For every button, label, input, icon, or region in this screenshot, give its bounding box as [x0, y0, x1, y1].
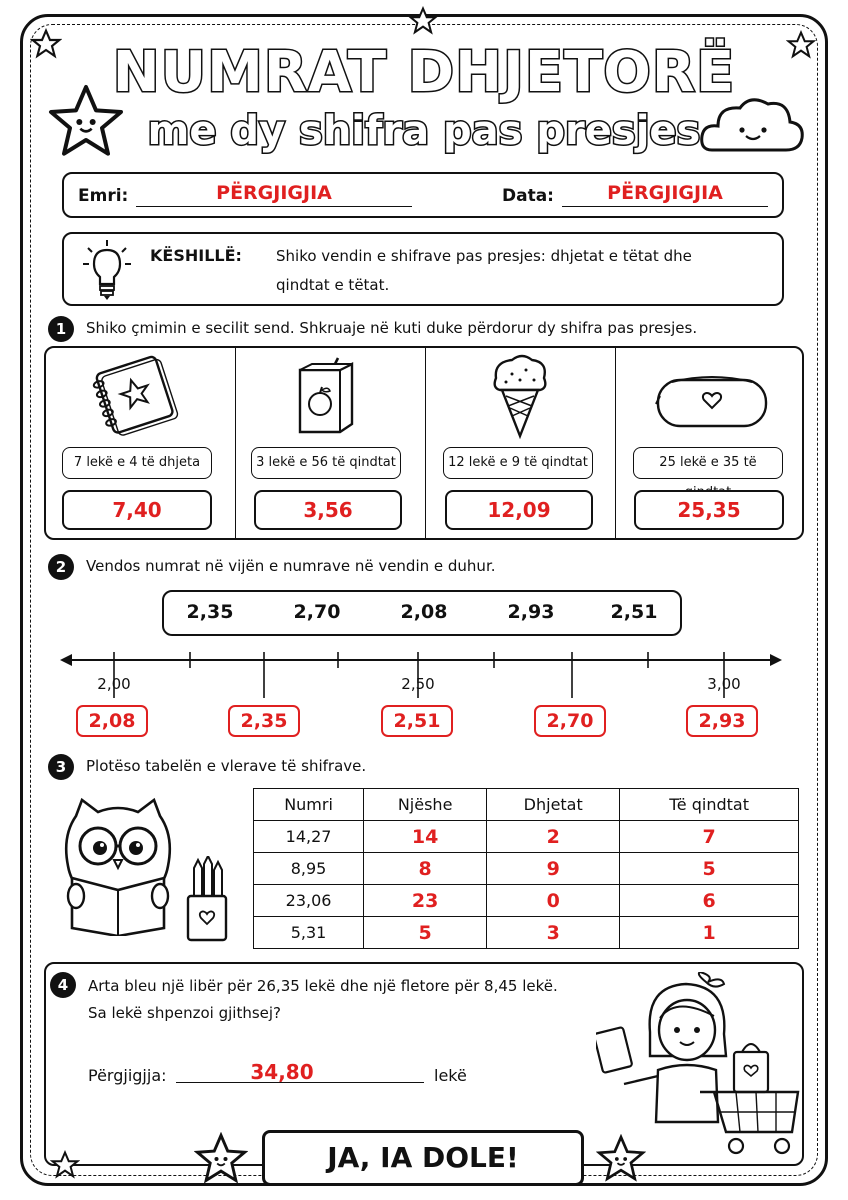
- column-header: Të qindtat: [620, 789, 799, 821]
- q1-instruction: Shiko çmimin e secilit send. Shkruaje në kuti duke përdorur dy shifra pas presjes.: [86, 319, 698, 337]
- juice-box-icon: [292, 356, 362, 436]
- bank-number: 2,08: [400, 601, 448, 623]
- table-row: [254, 821, 799, 853]
- table-cell-number: 23,06: [254, 885, 364, 917]
- table-cell-number: 14,27: [254, 821, 364, 853]
- page-subtitle: me dy shifra pas presjes: [147, 108, 701, 154]
- number-line-label: 2,00: [97, 675, 131, 693]
- answer-box-2[interactable]: 3,56: [254, 490, 402, 530]
- table-cell-answer[interactable]: 7: [620, 821, 799, 853]
- table-row: [254, 853, 799, 885]
- divider: [615, 348, 616, 538]
- price-text-4: 25 lekë e 35 të: [633, 447, 783, 479]
- answer-label: Përgjigjja:: [88, 1066, 167, 1085]
- table-cell-answer[interactable]: 8: [364, 853, 487, 885]
- pencil-cup-icon: [184, 856, 230, 942]
- number-line-answer[interactable]: 2,93: [686, 705, 758, 737]
- owl-reading-icon: [58, 796, 178, 936]
- answer-unit: lekë: [434, 1066, 467, 1085]
- star-icon: [408, 6, 438, 36]
- name-date-box: [62, 172, 784, 218]
- bank-number: 2,51: [610, 601, 658, 623]
- table-header-row: [254, 789, 799, 821]
- table-cell-answer[interactable]: 9: [487, 853, 620, 885]
- table-row: [254, 917, 799, 949]
- name-value[interactable]: PËRGJIGJIA: [216, 182, 332, 204]
- q2-instruction: Vendos numrat në vijën e numrave në vendin e duhur.: [86, 557, 496, 575]
- answer-value[interactable]: 34,80: [250, 1060, 314, 1084]
- answer-box-1[interactable]: 7,40: [62, 490, 212, 530]
- column-header: Dhjetat: [487, 789, 620, 821]
- number-line-label: 3,00: [707, 675, 741, 693]
- table-cell-answer[interactable]: 5: [364, 917, 487, 949]
- bank-number: 2,70: [293, 601, 341, 623]
- question-number-1: 1: [48, 316, 74, 342]
- smiling-star-icon: [194, 1132, 248, 1186]
- place-value-table: [253, 788, 799, 949]
- table-cell-answer[interactable]: 1: [620, 917, 799, 949]
- tip-text-line1: Shiko vendin e shifrave pas presjes: dhjetat e tëtat dhe: [276, 247, 692, 265]
- table-cell-answer[interactable]: 3: [487, 917, 620, 949]
- tip-text-line2: qindtat e tëtat.: [276, 276, 390, 294]
- q4-line1: Arta bleu një libër për 26,35 lekë dhe një fletore për 8,45 lekë.: [88, 977, 558, 995]
- table-cell-answer[interactable]: 2: [487, 821, 620, 853]
- price-text-2: 3 lekë e 56 të qindtat: [251, 447, 401, 479]
- number-line-answer[interactable]: 2,51: [381, 705, 453, 737]
- table-cell-answer[interactable]: 14: [364, 821, 487, 853]
- name-label: Emri:: [78, 186, 129, 206]
- star-icon: [50, 1150, 80, 1180]
- page-title: NUMRAT DHJETORË: [112, 40, 736, 105]
- question-number-3: 3: [48, 754, 74, 780]
- divider: [425, 348, 426, 538]
- ice-cream-icon: [490, 354, 550, 440]
- divider: [235, 348, 236, 538]
- column-header: Numri: [254, 789, 364, 821]
- q4-line2: Sa lekë shpenzoi gjithsej?: [88, 1004, 282, 1022]
- tip-label: KËSHILLË:: [150, 246, 242, 265]
- q3-instruction: Plotëso tabelën e vlerave të shifrave.: [86, 757, 367, 775]
- pencil-case-icon: [652, 366, 772, 432]
- answer-box-4[interactable]: 25,35: [634, 490, 784, 530]
- bank-number: 2,93: [507, 601, 555, 623]
- column-header: Njëshe: [364, 789, 487, 821]
- price-text-3: 12 lekë e 9 të qindtat: [443, 447, 593, 479]
- date-line: [562, 206, 768, 207]
- date-label: Data:: [502, 186, 554, 206]
- lightbulb-icon: [80, 238, 134, 302]
- number-line-answer[interactable]: 2,70: [534, 705, 606, 737]
- table-cell-answer[interactable]: 0: [487, 885, 620, 917]
- table-cell-answer[interactable]: 23: [364, 885, 487, 917]
- table-cell-answer[interactable]: 5: [620, 853, 799, 885]
- tip-box: [62, 232, 784, 306]
- name-line: [136, 206, 412, 207]
- question-number-4: 4: [50, 972, 76, 998]
- question-number-2: 2: [48, 554, 74, 580]
- answer-box-3[interactable]: 12,09: [445, 490, 593, 530]
- table-row: [254, 885, 799, 917]
- table-cell-answer[interactable]: 6: [620, 885, 799, 917]
- table-cell-number: 8,95: [254, 853, 364, 885]
- number-line-answer[interactable]: 2,35: [228, 705, 300, 737]
- number-line-answer[interactable]: 2,08: [76, 705, 148, 737]
- number-line-label: 2,50: [401, 675, 435, 693]
- smiling-star-icon: [596, 1134, 646, 1184]
- notebook-icon: [86, 354, 182, 438]
- success-banner: JA, IA DOLE!: [262, 1130, 584, 1186]
- table-cell-number: 5,31: [254, 917, 364, 949]
- bank-number: 2,35: [186, 601, 234, 623]
- price-text-1: 7 lekë e 4 të dhjeta: [62, 447, 212, 479]
- date-value[interactable]: PËRGJIGJIA: [607, 182, 723, 204]
